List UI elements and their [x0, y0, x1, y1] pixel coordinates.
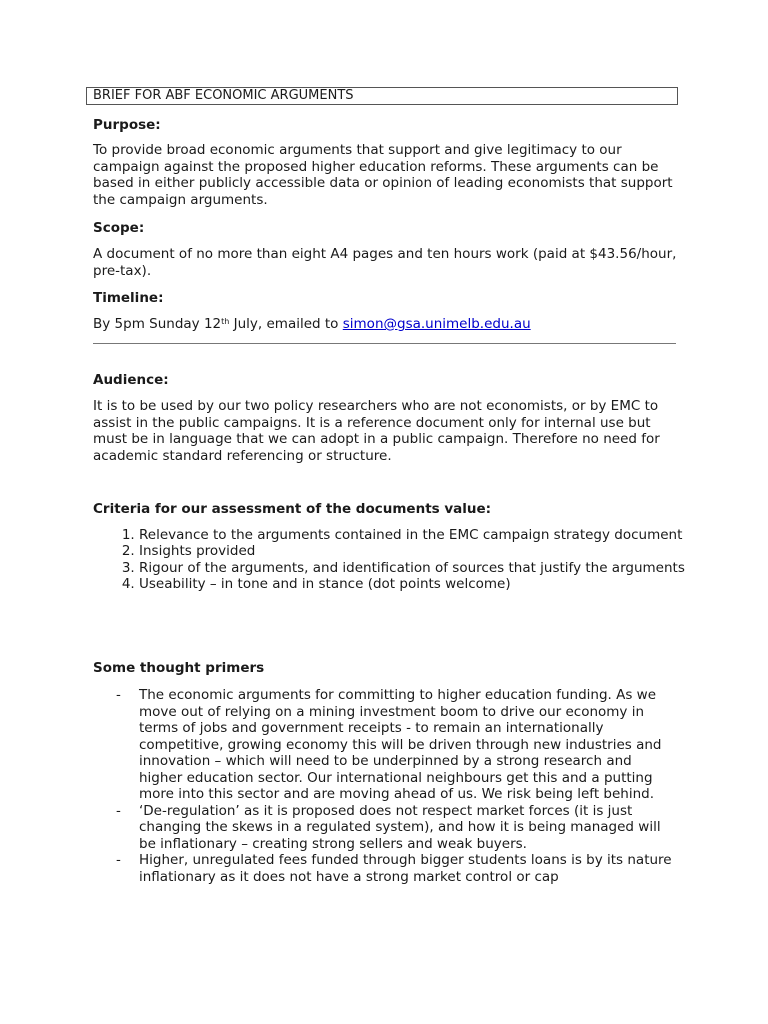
criteria-heading: Criteria for our assessment of the documents value: [93, 501, 492, 517]
scope-text: A document of no more than eight A4 pages and ten hours work (paid at $43.56/hour, pre-tax). [93, 246, 677, 279]
primer-text: The economic arguments for committing to higher education funding. As we move out of relying on a mining investment boom to drive our economy in terms of jobs and government receipts - to remain an internationally competitive, growing economy this will be driven through new industries and innovation – which will need to be underpinned by a strong research and higher education sector. Our international neighbours get this and a putting more into this sector and are moving ahead of us. We risk being left behind. [139, 687, 662, 802]
timeline-text [93, 316, 683, 333]
dash-bullet: - [116, 802, 121, 819]
primer-text: Higher, unregulated fees funded through bigger students loans is by its nature inflationary as it does not have a strong market control or cap [139, 852, 672, 885]
scope-heading: Scope: [93, 220, 145, 236]
audience-text: It is to be used by our two policy researchers who are not economists, or by EMC to assist in the public campaigns. It is a reference document only for internal use but must be in language that we can adopt in a public campaign. Therefore no need for academic standard referencing or structure. [93, 398, 660, 464]
date-superscript: th [221, 317, 230, 326]
primer-item [93, 852, 673, 885]
email-link[interactable]: simon@gsa.unimelb.edu.au [342, 316, 531, 332]
criteria-item: 3. Rigour of the arguments, and identification of sources that justify the arguments [139, 560, 699, 576]
horizontal-divider [93, 343, 676, 344]
purpose-text: To provide broad economic arguments that support and give legitimacy to our campaign against the proposed higher education reforms. These arguments can be based in either publicly accessible data or opinion of leading economists that support the campaign arguments. [93, 142, 673, 208]
purpose-heading: Purpose: [93, 117, 161, 133]
dash-bullet: - [116, 687, 121, 703]
primer-item [93, 803, 673, 853]
criteria-list [93, 527, 699, 592]
primers-list [93, 687, 673, 885]
timeline-date-rest: July, emailed to [229, 316, 343, 332]
primers-heading: Some thought primers [93, 660, 265, 676]
criteria-item: 1. Relevance to the arguments contained in the EMC campaign strategy document [139, 527, 699, 543]
audience-heading: Audience: [93, 372, 169, 388]
dash-bullet: - [116, 852, 121, 868]
primer-text: ‘De-regulation’ as it is proposed does not respect market forces (it is just changing the skews in a regulated system), and how it is being managed will be inflationary – creating strong sellers and weak buyers. [139, 802, 661, 852]
criteria-item: 2. Insights provided [139, 543, 699, 559]
timeline-date: By 5pm Sunday 12 [93, 316, 222, 332]
document-title: BRIEF FOR ABF ECONOMIC ARGUMENTS [86, 87, 678, 105]
criteria-item: 4. Useability – in tone and in stance (dot points welcome) [139, 576, 699, 592]
timeline-heading: Timeline: [93, 290, 164, 306]
primer-item [93, 687, 673, 803]
